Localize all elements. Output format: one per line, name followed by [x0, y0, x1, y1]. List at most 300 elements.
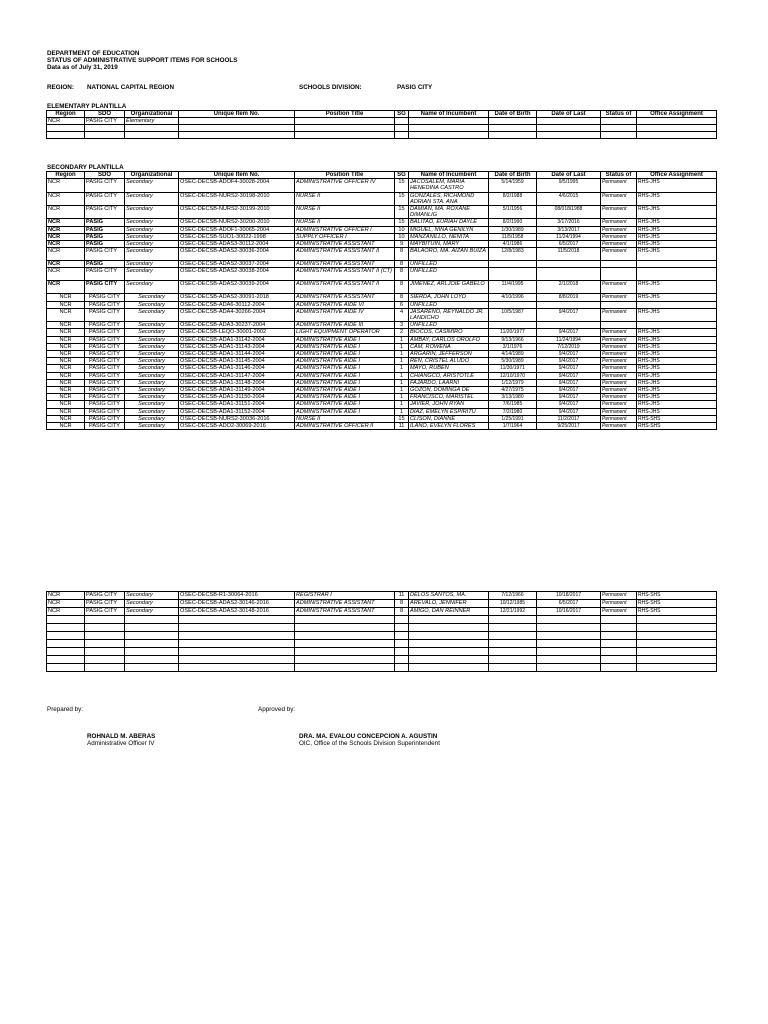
cell-status: Permanent: [601, 206, 637, 219]
cell-unique-item-no: [179, 640, 295, 648]
cell-unique-item-no: OSEC-DECSB-ADOF1-30065-2004: [179, 226, 295, 233]
column-header-organizational: Organizational: [125, 111, 179, 118]
cell-sg: 4: [395, 308, 409, 321]
table-row: [47, 415, 717, 422]
cell-organizational: Secondary: [125, 281, 179, 294]
table-row: [47, 616, 717, 624]
cell-office-assignment: [637, 640, 717, 648]
cell-office-assignment: RHS-JHS: [637, 336, 717, 343]
cell-organizational: Secondary: [125, 343, 179, 350]
table-header-row: [47, 172, 717, 179]
cell-office-assignment: RHS-JHS: [637, 281, 717, 294]
cell-position-title: ADMINISTRATIVE ASSISTANT: [295, 261, 395, 268]
cell-unique-item-no: [179, 664, 295, 672]
cell-position-title: [295, 132, 395, 139]
cell-date-of-birth: [489, 656, 537, 664]
table-row: [47, 358, 717, 365]
cell-organizational: [125, 640, 179, 648]
cell-unique-item-no: [179, 656, 295, 664]
cell-position-title: ADMINISTRATIVE AIDE I: [295, 358, 395, 365]
cell-sdo: PASIG CITY: [85, 281, 125, 294]
cell-sg: [395, 640, 409, 648]
cell-date-of-birth: 3/1/1976: [489, 343, 537, 350]
cell-organizational: [125, 656, 179, 664]
cell-position-title: ADMINISTRATIVE OFFICER I: [295, 226, 395, 233]
cell-name-of-incumbent: UNFILLED: [409, 261, 489, 268]
cell-sdo: PASIG CITY: [85, 336, 125, 343]
cell-name-of-incumbent: SIERDA, JOHN LOYD: [409, 294, 489, 301]
cell-region: NCR: [47, 219, 85, 226]
cell-status: [601, 632, 637, 640]
cell-status: [601, 322, 637, 329]
cell-status: [601, 261, 637, 268]
table-row: [47, 294, 717, 301]
cell-sdo: PASIG CITY: [85, 394, 125, 401]
column-header-unique-item-no: Unique Item No.: [179, 111, 295, 118]
cell-region: NCR: [47, 248, 85, 261]
cell-sdo: PASIG CITY: [85, 379, 125, 386]
cell-date-of-birth: 4/14/1989: [489, 351, 537, 358]
cell-office-assignment: [637, 322, 717, 329]
cell-status: Permanent: [601, 608, 637, 616]
cell-organizational: Secondary: [125, 394, 179, 401]
division-label: SCHOOLS DIVISION:: [299, 84, 362, 91]
cell-date-of-birth: 9/13/1966: [489, 336, 537, 343]
cell-date-of-birth: 4/27/1975: [489, 387, 537, 394]
cell-sg: 11: [395, 592, 409, 600]
cell-organizational: Secondary: [125, 351, 179, 358]
cell-sg: [395, 616, 409, 624]
cell-unique-item-no: OSEC-DECSB-ADA1-31142-2004: [179, 336, 295, 343]
cell-region: NCR: [47, 600, 85, 608]
cell-date-of-birth: [489, 632, 537, 640]
cell-organizational: Secondary: [125, 415, 179, 422]
cell-position-title: SUPPLY OFFICER I: [295, 233, 395, 240]
table-row: [47, 268, 717, 281]
cell-region: NCR: [47, 281, 85, 294]
cell-sdo: PASIG CITY: [85, 600, 125, 608]
cell-region: NCR: [47, 415, 85, 422]
cell-office-assignment: [637, 648, 717, 656]
cell-date-of-last: 11/5/2018: [537, 248, 601, 261]
cell-status: Permanent: [601, 600, 637, 608]
cell-position-title: ADMINISTRATIVE AIDE IV: [295, 308, 395, 321]
cell-sg: 8: [395, 600, 409, 608]
table-row: [47, 656, 717, 664]
table-row: [47, 322, 717, 329]
cell-date-of-last: 9/4/2017: [537, 394, 601, 401]
cell-date-of-last: 9/4/2017: [537, 329, 601, 336]
cell-position-title: ADMINISTRATIVE OFFICER IV: [295, 179, 395, 192]
cell-date-of-birth: 11/4/1995: [489, 281, 537, 294]
cell-status: Permanent: [601, 592, 637, 600]
cell-date-of-last: 9/4/2017: [537, 351, 601, 358]
approver-name: DRA. MA. EVALOU CONCEPCION A. AGUSTIN: [299, 733, 438, 740]
cell-sg: 10: [395, 226, 409, 233]
cell-region: [47, 632, 85, 640]
cell-date-of-birth: 11/5/1958: [489, 233, 537, 240]
table-row: [47, 226, 717, 233]
cell-sg: 15: [395, 415, 409, 422]
cell-office-assignment: [637, 125, 717, 132]
cell-date-of-last: 10/18/2017: [537, 592, 601, 600]
column-header-sg: SG: [395, 111, 409, 118]
column-header-status: Status of: [601, 111, 637, 118]
cell-region: NCR: [47, 301, 85, 308]
cell-date-of-birth: [489, 664, 537, 672]
cell-name-of-incumbent: UNFILLED: [409, 322, 489, 329]
cell-sg: [395, 132, 409, 139]
cell-status: Permanent: [601, 365, 637, 372]
cell-unique-item-no: [179, 632, 295, 640]
cell-organizational: Secondary: [125, 600, 179, 608]
table-row: [47, 394, 717, 401]
column-header-office-assignment: Office Assignment: [637, 172, 717, 179]
cell-date-of-birth: 1/30/1989: [489, 226, 537, 233]
cell-name-of-incumbent: MIGUEL, NIÑA GENILYN: [409, 226, 489, 233]
cell-date-of-birth: 8/2/1990: [489, 219, 537, 226]
cell-sg: [395, 664, 409, 672]
cell-date-of-birth: [489, 616, 537, 624]
cell-name-of-incumbent: DIAZ, EMELYN ESPIRITU: [409, 408, 489, 415]
cell-date-of-birth: 5/30/1989: [489, 358, 537, 365]
cell-name-of-incumbent: BALAORO, MA. AIZAN BUIZA: [409, 248, 489, 261]
cell-office-assignment: [637, 616, 717, 624]
cell-date-of-last: 9/5/1995: [537, 179, 601, 192]
cell-status: [601, 268, 637, 281]
cell-organizational: Secondary: [125, 408, 179, 415]
cell-date-of-birth: 7/12/1966: [489, 592, 537, 600]
cell-region: NCR: [47, 351, 85, 358]
table-row: [47, 423, 717, 430]
cell-unique-item-no: OSEC-DECSB-NURS2-30198-2010: [179, 192, 295, 205]
cell-date-of-last: 08/018/1988: [537, 206, 601, 219]
table-row: [47, 608, 717, 616]
cell-organizational: Secondary: [125, 372, 179, 379]
cell-sdo: PASIG CITY: [85, 118, 125, 125]
cell-office-assignment: RHS-JHS: [637, 233, 717, 240]
cell-organizational: Secondary: [125, 336, 179, 343]
column-header-status: Status of: [601, 172, 637, 179]
cell-office-assignment: RHS-JHS: [637, 226, 717, 233]
cell-sdo: PASIG CITY: [85, 343, 125, 350]
cell-office-assignment: RHS-JHS: [637, 379, 717, 386]
column-header-sdo: SDO: [85, 172, 125, 179]
cell-sg: 9: [395, 241, 409, 248]
data-as-of: Data as of July 31, 2019: [47, 64, 118, 71]
cell-date-of-birth: 7/6/1985: [489, 401, 537, 408]
cell-organizational: [125, 132, 179, 139]
cell-name-of-incumbent: [409, 118, 489, 125]
cell-unique-item-no: OSEC-DECSB-ADAS2-30091-2018: [179, 294, 295, 301]
division-value: PASIG CITY: [397, 84, 433, 91]
cell-sg: 1: [395, 401, 409, 408]
cell-office-assignment: RHS-JHS: [637, 408, 717, 415]
cell-date-of-last: 9/4/2017: [537, 358, 601, 365]
cell-position-title: ADMINISTRATIVE AIDE I: [295, 365, 395, 372]
cell-name-of-incumbent: CLISON, DIANNE: [409, 415, 489, 422]
cell-organizational: Secondary: [125, 401, 179, 408]
cell-sg: 15: [395, 206, 409, 219]
cell-sdo: PASIG CITY: [85, 592, 125, 600]
table-row: [47, 329, 717, 336]
cell-date-of-last: 3/17/2016: [537, 219, 601, 226]
cell-office-assignment: RHS-JHS: [637, 329, 717, 336]
cell-organizational: Secondary: [125, 219, 179, 226]
cell-organizational: [125, 632, 179, 640]
cell-organizational: Secondary: [125, 226, 179, 233]
cell-position-title: ADMINISTRATIVE ASSISTANT II (CT): [295, 268, 395, 281]
cell-position-title: ADMINISTRATIVE OFFICER II: [295, 423, 395, 430]
cell-position-title: ADMINISTRATIVE AIDE I: [295, 372, 395, 379]
cell-sg: 8: [395, 268, 409, 281]
cell-date-of-last: 6/5/2017: [537, 600, 601, 608]
cell-name-of-incumbent: [409, 624, 489, 632]
cell-region: NCR: [47, 401, 85, 408]
cell-position-title: ADMINISTRATIVE AIDE I: [295, 394, 395, 401]
cell-office-assignment: RHS-JHS: [637, 241, 717, 248]
cell-unique-item-no: OSEC-DECSB-ADA1-31145-2004: [179, 358, 295, 365]
cell-name-of-incumbent: FAJARDO, LAARNI: [409, 379, 489, 386]
cell-sdo: PASIG CITY: [85, 387, 125, 394]
cell-status: Permanent: [601, 408, 637, 415]
cell-status: Permanent: [601, 308, 637, 321]
cell-status: Permanent: [601, 241, 637, 248]
cell-unique-item-no: OSEC-DECSB-ADA1-31148-2004: [179, 379, 295, 386]
cell-position-title: ADMINISTRATIVE ASSISTANT: [295, 241, 395, 248]
cell-status: [601, 664, 637, 672]
cell-status: [601, 656, 637, 664]
cell-organizational: Secondary: [125, 358, 179, 365]
cell-date-of-last: [537, 616, 601, 624]
cell-date-of-last: 8/8/2019: [537, 294, 601, 301]
column-header-name-of-incumbent: Name of Incumbent: [409, 111, 489, 118]
cell-status: [601, 132, 637, 139]
cell-unique-item-no: OSEC-DECSB-ADA1-31144-2004: [179, 351, 295, 358]
cell-date-of-birth: 1/25/1991: [489, 415, 537, 422]
cell-region: [47, 624, 85, 632]
cell-office-assignment: RHS-JHS: [637, 192, 717, 205]
cell-region: NCR: [47, 192, 85, 205]
cell-sg: [395, 656, 409, 664]
cell-date-of-birth: 4/10/1996: [489, 294, 537, 301]
cell-region: NCR: [47, 268, 85, 281]
cell-name-of-incumbent: REN, CRISTEL ALUDO: [409, 358, 489, 365]
table-row: [47, 192, 717, 205]
cell-organizational: [125, 624, 179, 632]
table-row: [47, 372, 717, 379]
cell-status: [601, 125, 637, 132]
cell-name-of-incumbent: [409, 632, 489, 640]
table-row: [47, 592, 717, 600]
cell-sdo: PASIG CITY: [85, 329, 125, 336]
cell-position-title: ADMINISTRATIVE AIDE VI: [295, 301, 395, 308]
cell-date-of-last: 10/16/2017: [537, 608, 601, 616]
cell-unique-item-no: OSEC-DECSB-ADA6-30112-2004: [179, 301, 295, 308]
cell-name-of-incumbent: MAYBITUIN, MARY: [409, 241, 489, 248]
cell-organizational: Secondary: [125, 268, 179, 281]
table-row: [47, 379, 717, 386]
cell-date-of-birth: 10/5/1987: [489, 308, 537, 321]
table-row: [47, 179, 717, 192]
table-row: [47, 387, 717, 394]
cell-status: [601, 118, 637, 125]
table-row: [47, 206, 717, 219]
cell-region: NCR: [47, 608, 85, 616]
cell-position-title: [295, 616, 395, 624]
cell-sdo: [85, 656, 125, 664]
cell-unique-item-no: [179, 118, 295, 125]
cell-region: NCR: [47, 394, 85, 401]
cell-unique-item-no: [179, 132, 295, 139]
cell-organizational: Secondary: [125, 365, 179, 372]
cell-position-title: ADMINISTRATIVE ASSISTANT: [295, 600, 395, 608]
cell-unique-item-no: OSEC-DECSB-ADA3-30237-2004: [179, 322, 295, 329]
cell-date-of-last: [537, 624, 601, 632]
cell-organizational: [125, 664, 179, 672]
cell-office-assignment: RHS-JHS: [637, 179, 717, 192]
cell-date-of-birth: [489, 268, 537, 281]
cell-name-of-incumbent: JIMENEZ, ARLJOIE GABELO: [409, 281, 489, 294]
cell-position-title: ADMINISTRATIVE AIDE I: [295, 379, 395, 386]
cell-name-of-incumbent: UNFILLED: [409, 301, 489, 308]
cell-position-title: ADMINISTRATIVE AIDE I: [295, 408, 395, 415]
cell-sdo: [85, 632, 125, 640]
cell-sdo: PASIG CITY: [85, 206, 125, 219]
cell-office-assignment: [637, 261, 717, 268]
cell-unique-item-no: OSEC-DECSB-SUO1-30022-1998: [179, 233, 295, 240]
cell-position-title: [295, 664, 395, 672]
cell-position-title: NURSE II: [295, 219, 395, 226]
cell-sg: 6: [395, 301, 409, 308]
table-row: [47, 118, 717, 125]
cell-date-of-birth: 12/8/1983: [489, 248, 537, 261]
cell-position-title: ADMINISTRATIVE AIDE I: [295, 351, 395, 358]
cell-date-of-birth: [489, 125, 537, 132]
cell-date-of-birth: 11/30/1971: [489, 365, 537, 372]
cell-position-title: NURSE II: [295, 192, 395, 205]
column-header-name-of-incumbent: Name of Incumbent: [409, 172, 489, 179]
cell-date-of-birth: [489, 132, 537, 139]
table-row: [47, 351, 717, 358]
cell-office-assignment: RHS-JHS: [637, 206, 717, 219]
table-row: [47, 125, 717, 132]
cell-date-of-last: [537, 640, 601, 648]
cell-date-of-last: 9/25/2017: [537, 423, 601, 430]
cell-office-assignment: RHS-JHS: [637, 365, 717, 372]
cell-date-of-birth: 5/14/1959: [489, 179, 537, 192]
cell-region: NCR: [47, 206, 85, 219]
cell-region: NCR: [47, 379, 85, 386]
cell-sdo: PASIG CITY: [85, 322, 125, 329]
cell-date-of-last: 7/12/2019: [537, 343, 601, 350]
cell-date-of-last: 2/1/2018: [537, 281, 601, 294]
cell-unique-item-no: OSEC-DECSB-ADAS2-30037-2004: [179, 261, 295, 268]
cell-sdo: PASIG CITY: [85, 268, 125, 281]
column-header-sg: SG: [395, 172, 409, 179]
column-header-unique-item-no: Unique Item No.: [179, 172, 295, 179]
cell-organizational: Secondary: [125, 294, 179, 301]
cell-status: Permanent: [601, 233, 637, 240]
cell-region: NCR: [47, 179, 85, 192]
cell-name-of-incumbent: UNFILLED: [409, 268, 489, 281]
elementary-table: [46, 110, 717, 139]
cell-sdo: [85, 648, 125, 656]
cell-name-of-incumbent: BALITAO, EURIAH DAYLE: [409, 219, 489, 226]
cell-position-title: ADMINISTRATIVE AIDE I: [295, 401, 395, 408]
cell-status: Permanent: [601, 343, 637, 350]
table-row: [47, 648, 717, 656]
secondary-section-title: SECONDARY PLANTILLA: [47, 164, 124, 171]
cell-organizational: [125, 616, 179, 624]
cell-region: NCR: [47, 118, 85, 125]
cell-sdo: [85, 125, 125, 132]
column-header-region: Region: [47, 111, 85, 118]
cell-status: Permanent: [601, 372, 637, 379]
cell-unique-item-no: OSEC-DECSB-R1-30064-2016: [179, 592, 295, 600]
cell-unique-item-no: OSEC-DECSB-ADAS3-30112-2004: [179, 241, 295, 248]
cell-date-of-birth: 12/21/1992: [489, 608, 537, 616]
cell-status: Permanent: [601, 329, 637, 336]
cell-office-assignment: [637, 132, 717, 139]
cell-date-of-last: [537, 632, 601, 640]
cell-position-title: ADMINISTRATIVE AIDE I: [295, 336, 395, 343]
cell-sdo: PASIG CITY: [85, 192, 125, 205]
cell-status: [601, 640, 637, 648]
cell-sg: 15: [395, 192, 409, 205]
cell-sdo: PASIG: [85, 226, 125, 233]
cell-name-of-incumbent: [409, 616, 489, 624]
cell-unique-item-no: OSEC-DECSB-ADA1-31151-2004: [179, 401, 295, 408]
cell-date-of-last: 3/13/2017: [537, 226, 601, 233]
cell-unique-item-no: OSEC-DECSB-ADA1-31150-2004: [179, 394, 295, 401]
cell-region: [47, 648, 85, 656]
cell-sdo: PASIG CITY: [85, 358, 125, 365]
cell-date-of-last: 9/4/2017: [537, 379, 601, 386]
cell-sdo: PASIG CITY: [85, 415, 125, 422]
cell-office-assignment: RHS-JHS: [637, 308, 717, 321]
table-row: [47, 248, 717, 261]
cell-sg: 8: [395, 608, 409, 616]
cell-date-of-birth: 4/1/1986: [489, 241, 537, 248]
cell-date-of-birth: [489, 118, 537, 125]
cell-sdo: [85, 132, 125, 139]
cell-sg: 15: [395, 179, 409, 192]
column-header-position-title: Position Title: [295, 172, 395, 179]
table-row: [47, 624, 717, 632]
cell-name-of-incumbent: [409, 132, 489, 139]
cell-region: NCR: [47, 408, 85, 415]
cell-date-of-birth: 8/2/1988: [489, 192, 537, 205]
cell-organizational: Secondary: [125, 233, 179, 240]
preparer-title: Administrative Officer IV: [87, 740, 155, 747]
cell-position-title: NURSE II: [295, 415, 395, 422]
column-header-position-title: Position Title: [295, 111, 395, 118]
cell-unique-item-no: OSEC-DECSB-ADA1-31143-2004: [179, 343, 295, 350]
cell-sdo: PASIG: [85, 261, 125, 268]
cell-sdo: PASIG: [85, 241, 125, 248]
column-header-date-of-birth: Date of Birth: [489, 111, 537, 118]
cell-status: Permanent: [601, 248, 637, 261]
cell-region: NCR: [47, 592, 85, 600]
cell-unique-item-no: OSEC-DECSB-ADA4-30266-2004: [179, 308, 295, 321]
cell-sg: [395, 624, 409, 632]
cell-sdo: [85, 624, 125, 632]
cell-region: [47, 125, 85, 132]
cell-position-title: ADMINISTRATIVE AIDE I: [295, 343, 395, 350]
cell-name-of-incumbent: AREVALO, JENNIFER: [409, 600, 489, 608]
cell-sg: 1: [395, 336, 409, 343]
